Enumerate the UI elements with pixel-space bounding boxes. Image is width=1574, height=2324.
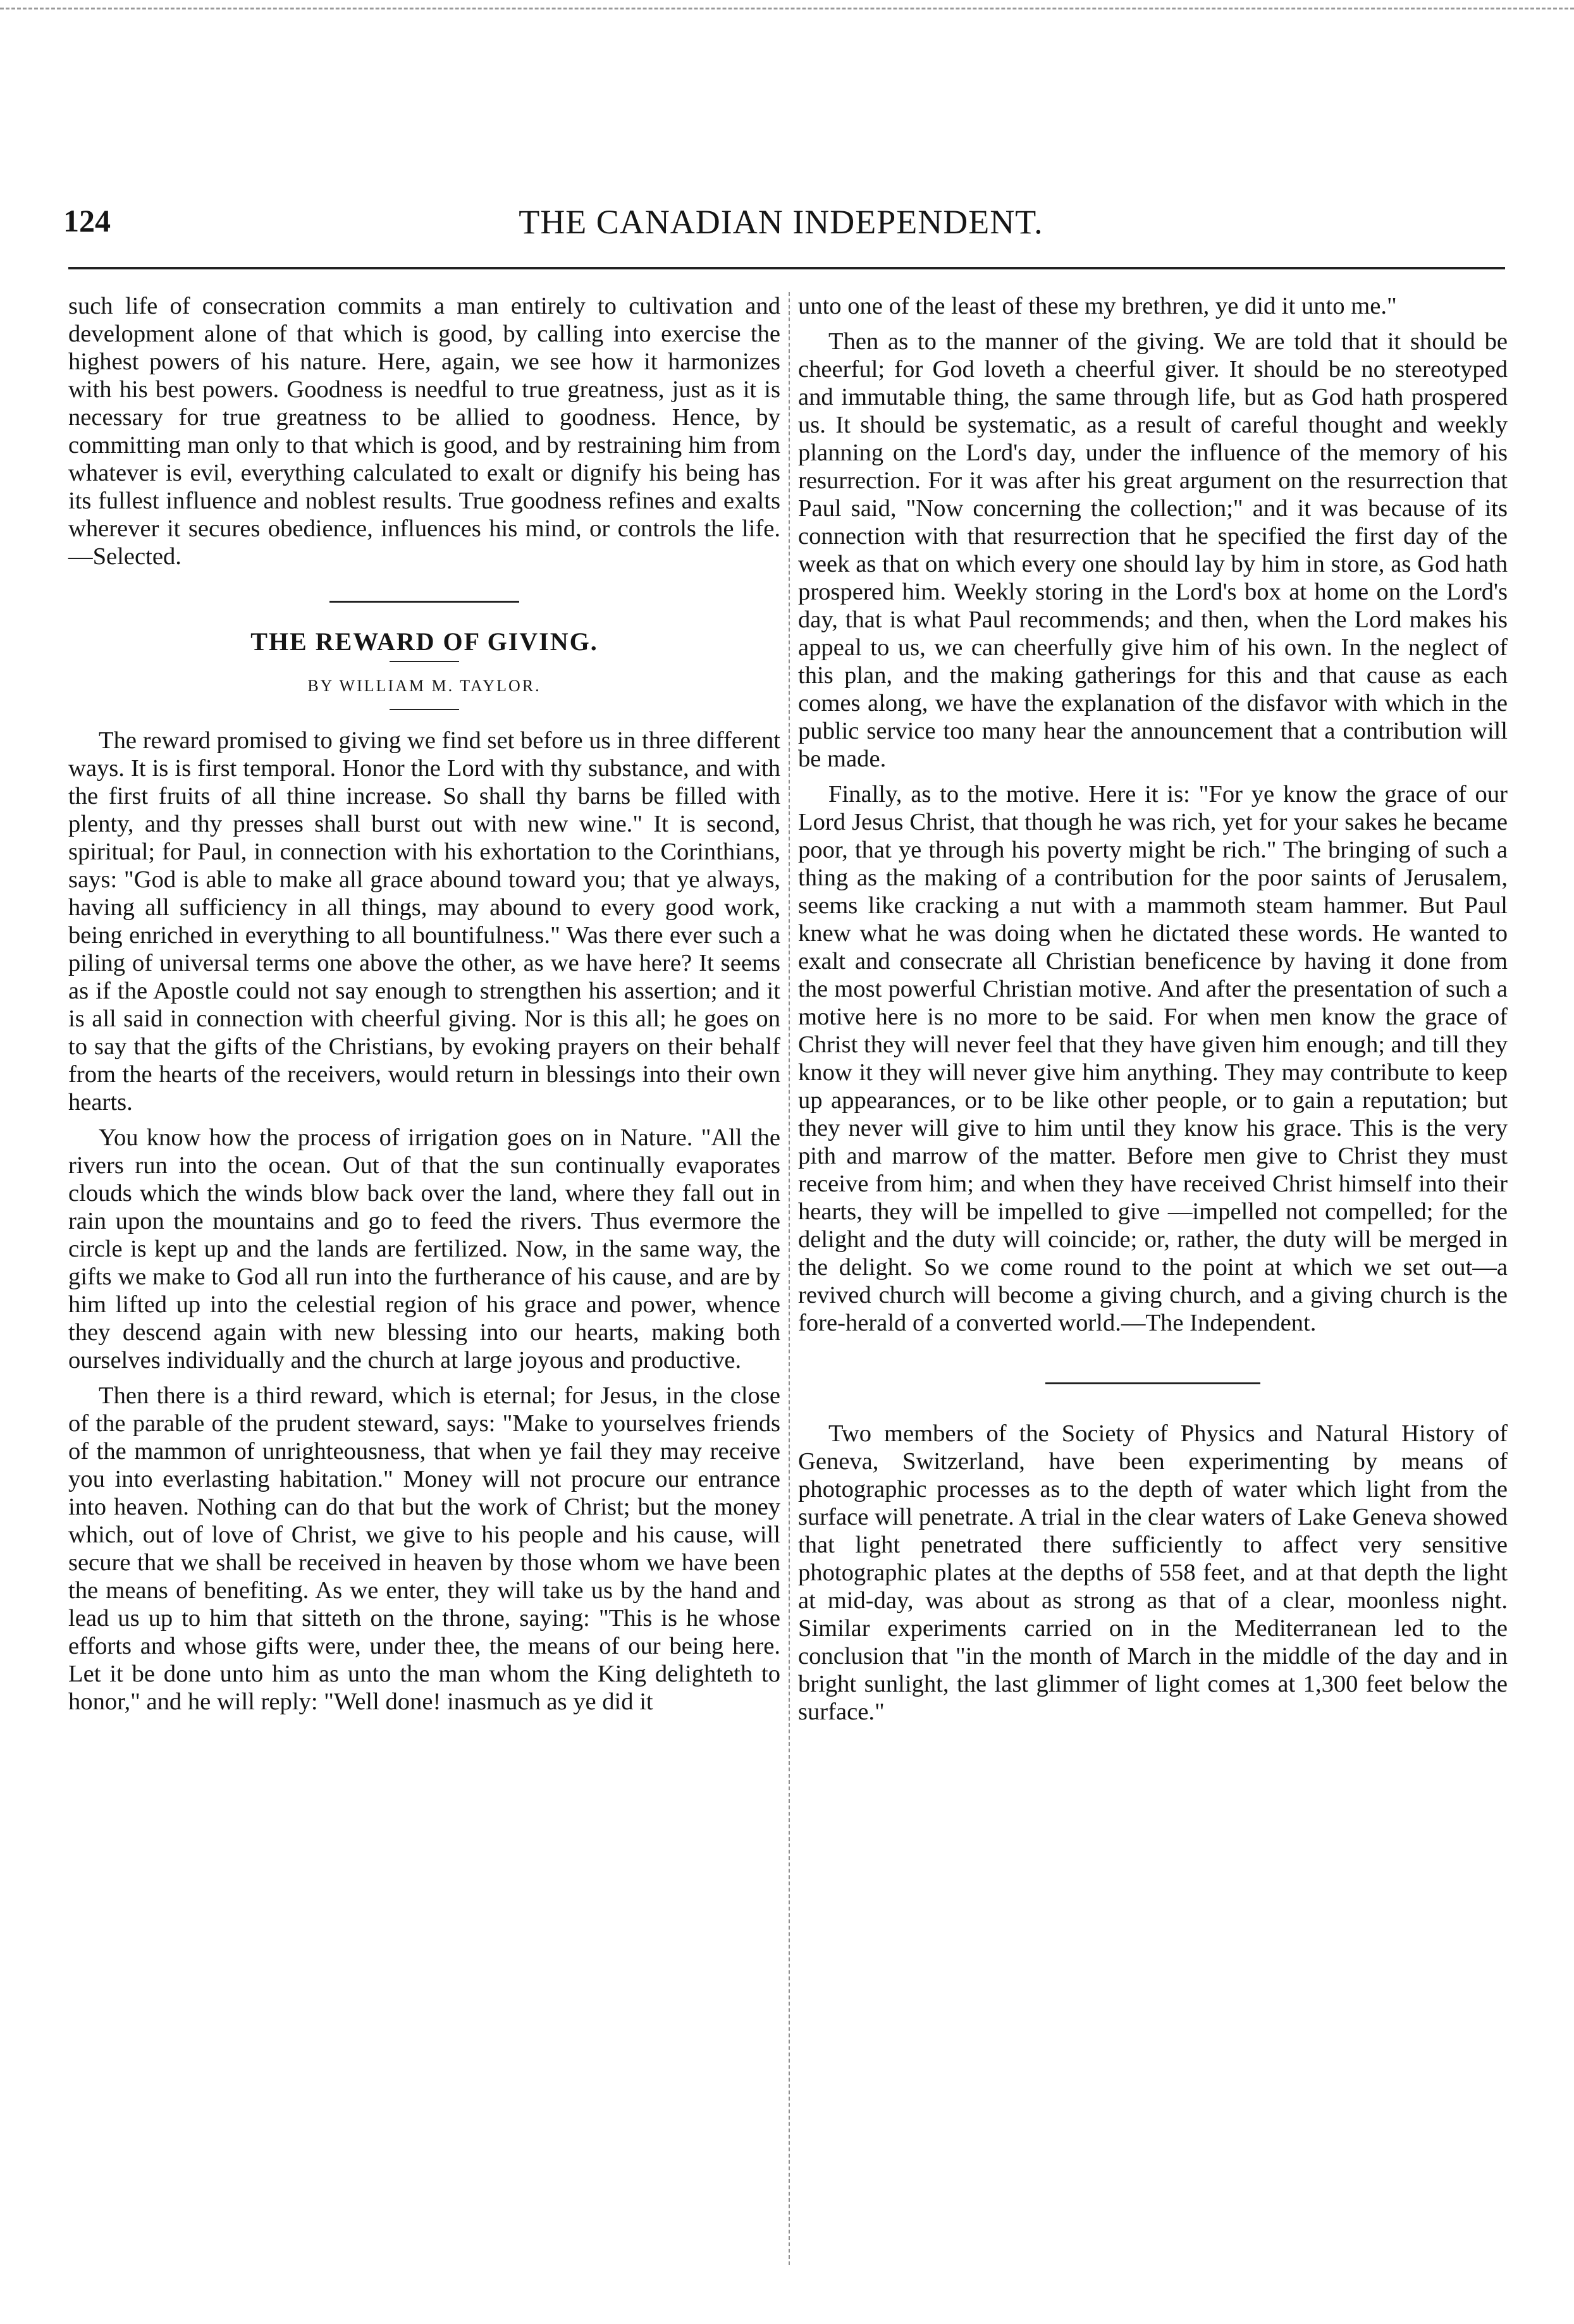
article-title: THE REWARD OF GIVING. bbox=[250, 627, 598, 656]
header-rule bbox=[68, 267, 1505, 269]
article-byline: BY WILLIAM M. TAYLOR. bbox=[307, 677, 541, 695]
article-paragraph: unto one of the least of these my brethren, ye did it unto me." bbox=[798, 293, 1397, 319]
section-divider bbox=[1045, 1382, 1260, 1384]
page-number: 124 bbox=[63, 203, 111, 238]
column-divider bbox=[789, 292, 790, 2265]
article-paragraph: Finally, as to the motive. Here it is: "For ye know the grace of our Lord Jesus Christ, that though he was rich, yet for your sakes he became poor, that ye through his poverty might be rich." The bringing of such a thing as the making of a contribution for the poor saints of Jerusalem, seems like cracking a nut with a mammoth steam hammer. But Paul knew what he was doing when he dictated these words. He wanted to exalt and consecrate all Christian beneficence by having it done from the most powerful Christian motive. And after the presentation of such a motive here is no more to be said. For when men know the grace of Christ they will never feel that they have given him enough; and till they know it they will never give him anything. They may contribute to keep up appearances, or to be like other people, or to gain a reputation; but they never will give to him until they know his grace. This is the very pith and marrow of the matter. Before men give to Christ they must receive from him; and when they have received Christ himself into their hearts, they will be impelled to give —impelled not compelled; for the delight and the duty will coincide; or, rather, the duty will be merged in the delight. So we come round to the point at which we set out—a revived church will become a giving church, and a giving church is the fore-herald of a converted world.—The Independent. bbox=[798, 781, 1508, 1336]
news-item-paragraph: Two members of the Society of Physics and Natural History of Geneva, Switzerland, have been experimenting by means of photographic processes as to the depth of water which light from the surface will penetrate. A trial in the clear waters of Lake Geneva showed that light penetrated there sufficiently to affect very sensitive photographic plates at the depths of 558 feet, and at that depth the light at mid-day, was about as strong as that of a clear, moonless night. Similar experiments carried on in the Mediterranean led to the conclusion that "in the month of March in the middle of the day and in bright sunlight, the last glimmer of light comes at 1,300 feet below the surface." bbox=[798, 1420, 1508, 1725]
byline-rule bbox=[390, 709, 459, 710]
top-edge-rule bbox=[0, 8, 1574, 9]
left-column bbox=[68, 292, 780, 1716]
right-column bbox=[798, 292, 1508, 1726]
page-header bbox=[63, 202, 1499, 259]
article-paragraph: Then there is a third reward, which is eternal; for Jesus, in the close of the parable of the prudent steward, says: "Make to yourselves friends of the mammon of unrighteousness, that when ye fail they may receive you into everlasting habitation." Money will not procure our entrance into heaven. Nothing can do that but the work of Christ; but the money which, out of love of Christ, we give to his people and his cause, will secure that we shall be received in heaven by those whom we have been the means of benefiting. As we enter, they will take us by the hand and lead us up to him that sitteth on the throne, saying: "This is he whose efforts and whose gifts were, under thee, the means of our being here. Let it be done unto him as unto the man whom the King delighteth to honor," and he will reply: "Well done! inasmuch as ye did it bbox=[68, 1382, 780, 1715]
section-divider bbox=[329, 601, 519, 603]
title-rule bbox=[390, 661, 459, 662]
journal-title: THE CANADIAN INDEPENDENT. bbox=[519, 203, 1043, 241]
article-paragraph: Then as to the manner of the giving. We are told that it should be cheerful; for God loveth a cheerful giver. It should be no stereotyped and immutable thing, the same through life, but as God hath prospered us. It should be systematic, as a result of careful thought and weekly planning on the Lord's day, under the influence of the memory of his resurrection. For it was after his great argument on the resurrection that Paul said, "Now concerning the collection;" and it was because of its connection with that resurrection that he specified the first day of the week as that on which every one should lay by him in store, as God hath prospered him. Weekly storing in the Lord's box at home on the Lord's day, that is what Paul recommends; and then, when the Lord makes his appeal to us, we can cheerfully give him of his own. In the neglect of this plan, and the making gatherings for this and that cause as each comes along, we have the explanation of the disfavor with which in the public service too many hear the announcement that a contribution will be made. bbox=[798, 328, 1508, 772]
closing-paragraph: such life of consecration commits a man entirely to cultivation and development alone of that which is good, by calling into exercise the highest powers of his nature. Here, again, we see how it harmonizes with his best powers. Goodness is needful to true greatness, just as it is necessary for true greatness to be allied to goodness. Hence, by committing man only to that which is good, and by restraining him from whatever is evil, everything calculated to exalt or dignify his being has its fullest influence and noblest results. True goodness refines and exalts wherever it secures obedience, influences his mind, or controls the life.—Selected. bbox=[68, 293, 780, 570]
article-paragraph: You know how the process of irrigation goes on in Nature. "All the rivers run into the ocean. Out of that the sun continually evaporates clouds which the winds blow back over the land, where they fall out in rain upon the mountains and go to feed the rivers. Thus evermore the circle is kept up and the lands are fertilized. Now, in the same way, the gifts we make to God all run into the furtherance of his cause, and are by him lifted up into the celestial region of his grace and power, whence they descend again with new blessing into our hearts, making both ourselves individually and the church at large joyous and productive. bbox=[68, 1124, 780, 1374]
article-paragraph: The reward promised to giving we find set before us in three different ways. It is is first temporal. Honor the Lord with thy substance, and with the first fruits of all thine increase. So shall thy barns be filled with plenty, and thy presses shall burst out with new wine." It is second, spiritual; for Paul, in connection with his exhortation to the Corinthians, says: "God is able to make all grace abound toward you; that ye always, having all sufficiency in all things, may abound to every good work, being enriched in everything to all bountifulness." Was there ever such a piling of universal terms one above the other, as we have here? It seems as if the Apostle could not say enough to strengthen his assertion; and it is all said in connection with cheerful giving. Nor is this all; he goes on to say that the gifts of the Christians, by evoking prayers on their behalf from the hearts of the receivers, would return in blessings into their own hearts. bbox=[68, 727, 780, 1116]
